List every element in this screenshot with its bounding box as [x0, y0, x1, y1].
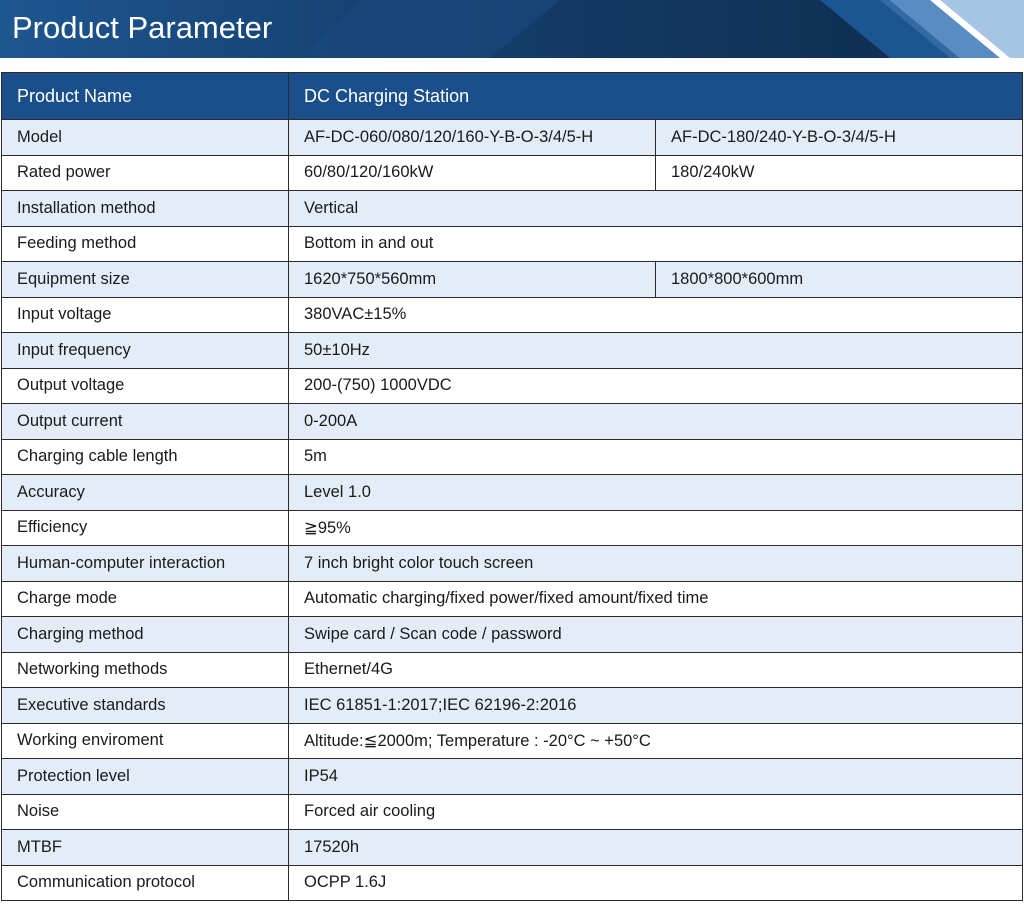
- table-row: [2, 475, 1023, 511]
- parameter-label: Charge mode: [2, 581, 289, 617]
- parameter-label: Human-computer interaction: [2, 546, 289, 582]
- table-row: [2, 297, 1023, 333]
- parameter-label: Protection level: [2, 759, 289, 795]
- parameter-label: Feeding method: [2, 226, 289, 262]
- table-row: [2, 688, 1023, 724]
- header-label: Product Name: [2, 73, 289, 120]
- table-row: [2, 226, 1023, 262]
- parameter-value: ≧95%: [289, 510, 1023, 546]
- parameter-label: Executive standards: [2, 688, 289, 724]
- table-row: [2, 723, 1023, 759]
- parameter-value: 380VAC±15%: [289, 297, 1023, 333]
- parameter-value: Forced air cooling: [289, 794, 1023, 830]
- parameter-value: Vertical: [289, 191, 1023, 227]
- parameter-label: Input voltage: [2, 297, 289, 333]
- table-row: [2, 155, 1023, 191]
- table-row: [2, 865, 1023, 901]
- parameter-value: Swipe card / Scan code / password: [289, 617, 1023, 653]
- parameter-value: IEC 61851-1:2017;IEC 62196-2:2016: [289, 688, 1023, 724]
- table-row: [2, 830, 1023, 866]
- table-row: [2, 404, 1023, 440]
- table-row: [2, 794, 1023, 830]
- table-row: [2, 120, 1023, 156]
- parameter-value: OCPP 1.6J: [289, 865, 1023, 901]
- table-row: [2, 262, 1023, 298]
- table-row: [2, 191, 1023, 227]
- parameter-value: 5m: [289, 439, 1023, 475]
- table-row: [2, 581, 1023, 617]
- parameter-value-1: AF-DC-060/080/120/160-Y-B-O-3/4/5-H: [289, 120, 656, 156]
- parameter-value: Ethernet/4G: [289, 652, 1023, 688]
- parameter-label: Noise: [2, 794, 289, 830]
- table-row: [2, 510, 1023, 546]
- parameter-value-1: 60/80/120/160kW: [289, 155, 656, 191]
- parameter-label: Installation method: [2, 191, 289, 227]
- parameter-label: Charging method: [2, 617, 289, 653]
- table-row: [2, 439, 1023, 475]
- parameter-value-2: AF-DC-180/240-Y-B-O-3/4/5-H: [656, 120, 1023, 156]
- parameter-label: Networking methods: [2, 652, 289, 688]
- title-banner: [0, 0, 1024, 58]
- parameter-value-2: 180/240kW: [656, 155, 1023, 191]
- table-row: [2, 333, 1023, 369]
- table-row: [2, 652, 1023, 688]
- parameter-value: IP54: [289, 759, 1023, 795]
- product-parameter-table: [1, 72, 1023, 901]
- parameter-value-2: 1800*800*600mm: [656, 262, 1023, 298]
- parameter-value: 17520h: [289, 830, 1023, 866]
- parameter-label: Working enviroment: [2, 723, 289, 759]
- parameter-label: Efficiency: [2, 510, 289, 546]
- table-row: [2, 368, 1023, 404]
- table-row: [2, 759, 1023, 795]
- parameter-label: Communication protocol: [2, 865, 289, 901]
- parameter-value: Bottom in and out: [289, 226, 1023, 262]
- parameter-label: Output current: [2, 404, 289, 440]
- parameter-value: 0-200A: [289, 404, 1023, 440]
- page-title: Product Parameter: [12, 10, 273, 45]
- header-value: DC Charging Station: [289, 73, 1023, 120]
- parameter-label: Model: [2, 120, 289, 156]
- parameter-label: Output voltage: [2, 368, 289, 404]
- parameter-label: Input frequency: [2, 333, 289, 369]
- parameter-value: Automatic charging/fixed power/fixed amount/fixed time: [289, 581, 1023, 617]
- parameter-label: Charging cable length: [2, 439, 289, 475]
- parameter-label: MTBF: [2, 830, 289, 866]
- parameter-label: Equipment size: [2, 262, 289, 298]
- parameter-value: 7 inch bright color touch screen: [289, 546, 1023, 582]
- parameter-value-1: 1620*750*560mm: [289, 262, 656, 298]
- table-row: [2, 546, 1023, 582]
- table-header-row: [2, 73, 1023, 120]
- parameter-value: 50±10Hz: [289, 333, 1023, 369]
- parameter-label: Rated power: [2, 155, 289, 191]
- parameter-value: Level 1.0: [289, 475, 1023, 511]
- parameter-value: 200-(750) 1000VDC: [289, 368, 1023, 404]
- table-row: [2, 617, 1023, 653]
- parameter-value: Altitude:≦2000m; Temperature : -20°C ~ +50°C: [289, 723, 1023, 759]
- parameter-label: Accuracy: [2, 475, 289, 511]
